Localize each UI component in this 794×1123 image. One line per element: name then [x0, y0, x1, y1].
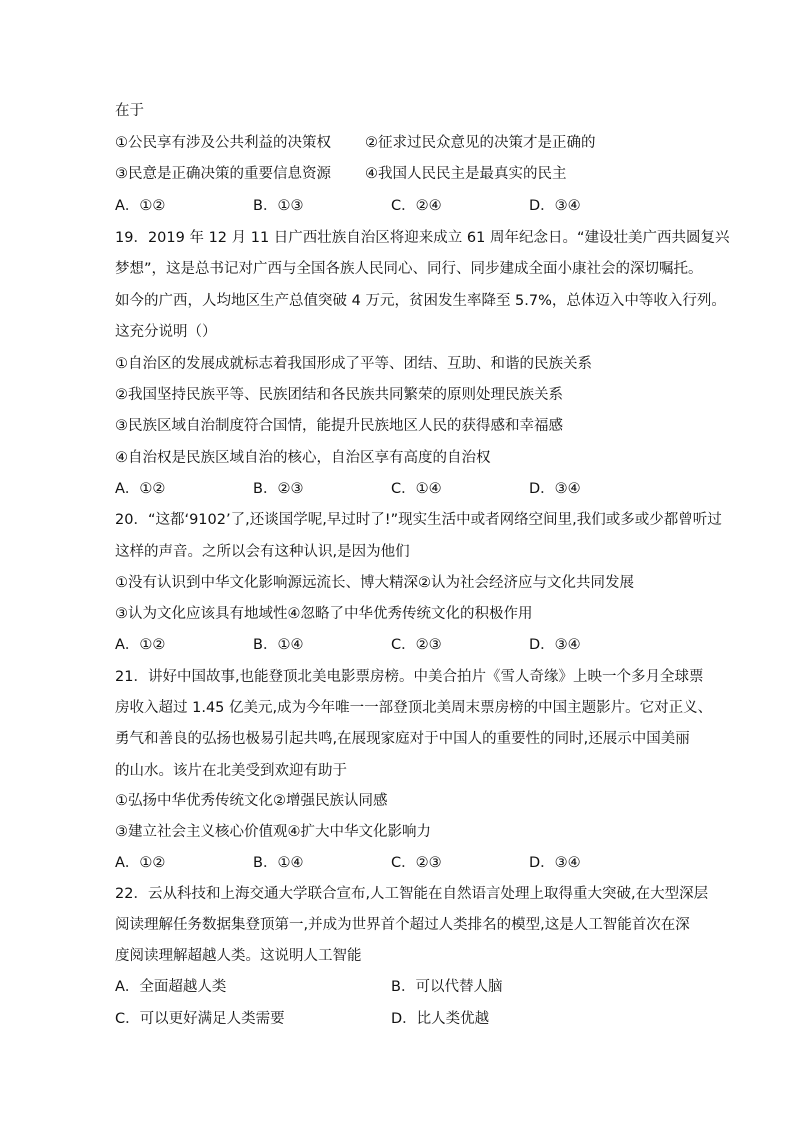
q21-option-a[interactable]: A．①②	[115, 855, 166, 871]
q19-option-d[interactable]: D．③④	[529, 481, 581, 497]
q19-statement-4: ④自治权是民族区域自治的核心，自治区享有高度的自治权	[115, 450, 491, 466]
q18-statement-3: ③民意是正确决策的重要信息资源	[115, 166, 331, 182]
q19-option-b[interactable]: B．②③	[253, 481, 304, 497]
q18-stem-tail: 在于	[115, 103, 144, 119]
q19-option-c[interactable]: C．①④	[391, 481, 442, 497]
q21-stem-line-4: 的山水。该片在北美受到欢迎有助于	[115, 763, 347, 779]
q19-stem-line-2: 梦想”，这是总书记对广西与全国各族人民同心、同行、同步建成全面小康社会的深切嘱托。	[115, 261, 703, 277]
q21-option-c[interactable]: C．②③	[391, 855, 442, 871]
q22-option-d[interactable]: D．比人类优越	[391, 1011, 490, 1027]
q18-option-a[interactable]: A．①②	[115, 198, 166, 214]
q21-stem-line-2: 房收入超过 1.45 亿美元,成为今年唯一一部登顶北美周末票房榜的中国主题影片。它对正义、	[115, 700, 713, 716]
q20-stem-line-2: 这样的声音。之所以会有这种认识,是因为他们	[115, 544, 410, 560]
q20-option-a[interactable]: A．①②	[115, 637, 166, 653]
q18-option-b[interactable]: B．①③	[253, 198, 304, 214]
q21-option-d[interactable]: D．③④	[529, 855, 581, 871]
q18-statement-1: ①公民享有涉及公共利益的决策权	[115, 135, 331, 151]
q19-stem-line-4: 这充分说明（）	[115, 324, 217, 340]
q21-stem-line-1: 21．讲好中国故事,也能登顶北美电影票房榜。中美合拍片《雪人奇缘》上映一个多月全球票	[115, 669, 704, 685]
q20-option-b[interactable]: B．①④	[253, 637, 304, 653]
q22-option-a[interactable]: A．全面超越人类	[115, 979, 227, 995]
q18-option-c[interactable]: C．②④	[391, 198, 442, 214]
q18-option-d[interactable]: D．③④	[529, 198, 581, 214]
q19-statement-3: ③民族区域自治制度符合国情，能提升民族地区人民的获得感和幸福感	[115, 418, 563, 434]
q22-stem-line-1: 22．云从科技和上海交通大学联合宣布,人工智能在自然语言处理上取得重大突破,在大型深层	[115, 886, 709, 902]
q18-statement-2: ②征求过民众意见的决策才是正确的	[365, 135, 596, 151]
q19-statement-2: ②我国坚持民族平等、民族团结和各民族共同繁荣的原则处理民族关系	[115, 387, 563, 403]
q19-statement-1: ①自治区的发展成就标志着我国形成了平等、团结、互助、和谐的民族关系	[115, 356, 592, 372]
q22-stem-line-2: 阅读理解任务数据集登顶第一,并成为世界首个超过人类排名的模型,这是人工智能首次在深	[115, 917, 690, 933]
q21-option-b[interactable]: B．①④	[253, 855, 304, 871]
q21-statements-1-2: ①弘扬中华优秀传统文化②增强民族认同感	[115, 793, 388, 809]
q20-option-c[interactable]: C．②③	[391, 637, 442, 653]
q22-stem-line-3: 度阅读理解超越人类。这说明人工智能	[115, 948, 362, 964]
q20-statements-3-4: ③认为文化应该具有地域性④忽略了中华优秀传统文化的积极作用	[115, 606, 533, 622]
q19-option-a[interactable]: A．①②	[115, 481, 166, 497]
q20-statements-1-2: ①没有认识到中华文化影响源远流长、博大精深②认为社会经济应与文化共同发展	[115, 575, 634, 591]
q19-stem-line-3: 如今的广西，人均地区生产总值突破 4 万元，贫困发生率降至 5.7%，总体迈入中等收入行列。	[115, 293, 726, 309]
q20-option-d[interactable]: D．③④	[529, 637, 581, 653]
q18-statement-4: ④我国人民民主是最真实的民主	[365, 166, 567, 182]
q20-stem-line-1: 20．“这都‘9102’了,还谈国学呢,早过时了!”现实生活中或者网络空间里,我们或多或少都曾听过	[115, 512, 722, 528]
q22-option-b[interactable]: B．可以代替人脑	[391, 979, 503, 995]
q21-stem-line-3: 勇气和善良的弘扬也极易引起共鸣,在展现家庭对于中国人的重要性的同时,还展示中国美丽	[115, 731, 690, 747]
q22-option-c[interactable]: C．可以更好满足人类需要	[115, 1011, 285, 1027]
q21-statements-3-4: ③建立社会主义核心价值观④扩大中华文化影响力	[115, 824, 431, 840]
q19-stem-line-1: 19．2019 年 12 月 11 日广西壮族自治区将迎来成立 61 周年纪念日。“建设壮美广西共圆复兴	[115, 230, 730, 246]
